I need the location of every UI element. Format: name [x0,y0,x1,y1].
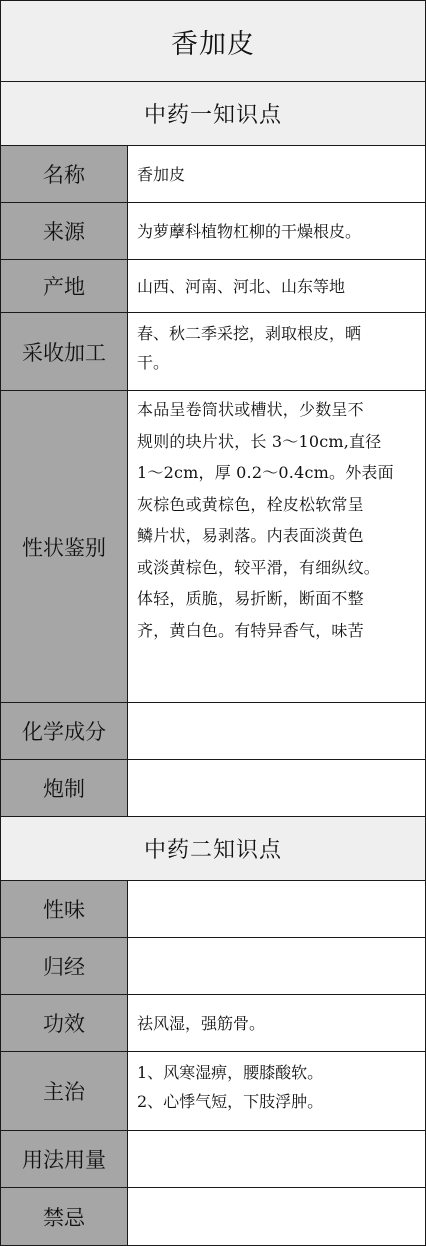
table-row-processing [1,760,425,817]
row-value-empty [128,881,425,937]
value-line: 为萝藦科植物杠柳的干燥根皮。 [137,221,362,241]
row-value [128,391,425,702]
value-line: 山西、河南、河北、山东等地 [137,276,346,296]
row-value-empty [128,760,425,816]
table-row-harvest [1,313,425,391]
table-row-contraindications [1,1188,425,1245]
row-label: 炮制 [1,760,128,816]
table-row-indications [1,1052,425,1131]
value-line: 鳞片状，易剥落。内表面淡黄色 [137,526,364,545]
row-value-empty [128,703,425,759]
value-line: 1～2cm，厚 0.2～0.4cm。外表面 [137,463,394,482]
row-label: 禁忌 [1,1188,128,1245]
value-line: 体轻，质脆，易折断，断面不整 [137,589,364,608]
row-value [128,146,425,202]
row-value-empty [128,1131,425,1187]
row-label: 归经 [1,938,128,994]
row-value [128,995,425,1051]
row-label: 用法用量 [1,1131,128,1187]
row-value [128,313,425,390]
value-line: 祛风湿，强筋骨。 [137,1013,266,1033]
table-row-origin [1,260,425,313]
value-line: 本品呈卷筒状或槽状，少数呈不 [137,400,364,419]
value-line: 香加皮 [137,164,186,184]
title-banner [1,1,425,82]
value-line: 2、心悸气短，下肢浮肿。 [137,1092,324,1111]
table-row-meridian [1,938,425,995]
row-label: 功效 [1,995,128,1051]
row-label: 来源 [1,203,128,259]
value-line: 1、风寒湿痹，腰膝酸软。 [137,1063,324,1082]
table-row-name [1,146,425,203]
row-value [128,1052,425,1130]
row-label: 产地 [1,260,128,312]
row-label: 性状鉴别 [1,391,128,702]
row-label: 名称 [1,146,128,202]
table-row-chemistry [1,703,425,760]
row-label: 性味 [1,881,128,937]
section-heading-2 [1,817,425,881]
value-line: 规则的块片状，长 3～10cm,直径 [137,431,382,451]
row-value [128,203,425,259]
table-row-dosage [1,1131,425,1188]
row-value-empty [128,1188,425,1245]
section-heading-text: 中药二知识点 [143,838,282,863]
row-label: 化学成分 [1,703,128,759]
value-line: 或淡黄棕色，较平滑，有细纵纹。 [137,557,381,577]
row-label: 主治 [1,1052,128,1130]
row-value [128,260,425,312]
value-line: 春、秋二季采挖，剥取根皮，晒 [137,324,362,343]
row-value-empty [128,938,425,994]
section-heading-text: 中药一知识点 [143,103,282,128]
value-line: 干。 [137,353,170,372]
table-row-nature-taste [1,881,425,938]
value-line: 齐，黄白色。有特异香气，味苦 [137,620,364,640]
value-line: 灰棕色或黄棕色，栓皮松软常呈 [137,494,364,514]
table-row-efficacy [1,995,425,1052]
table-row-identification [1,391,425,703]
row-label: 采收加工 [1,313,128,390]
table-row-source [1,203,425,260]
section-heading-1 [1,82,425,146]
page-title: 香加皮 [171,28,255,60]
